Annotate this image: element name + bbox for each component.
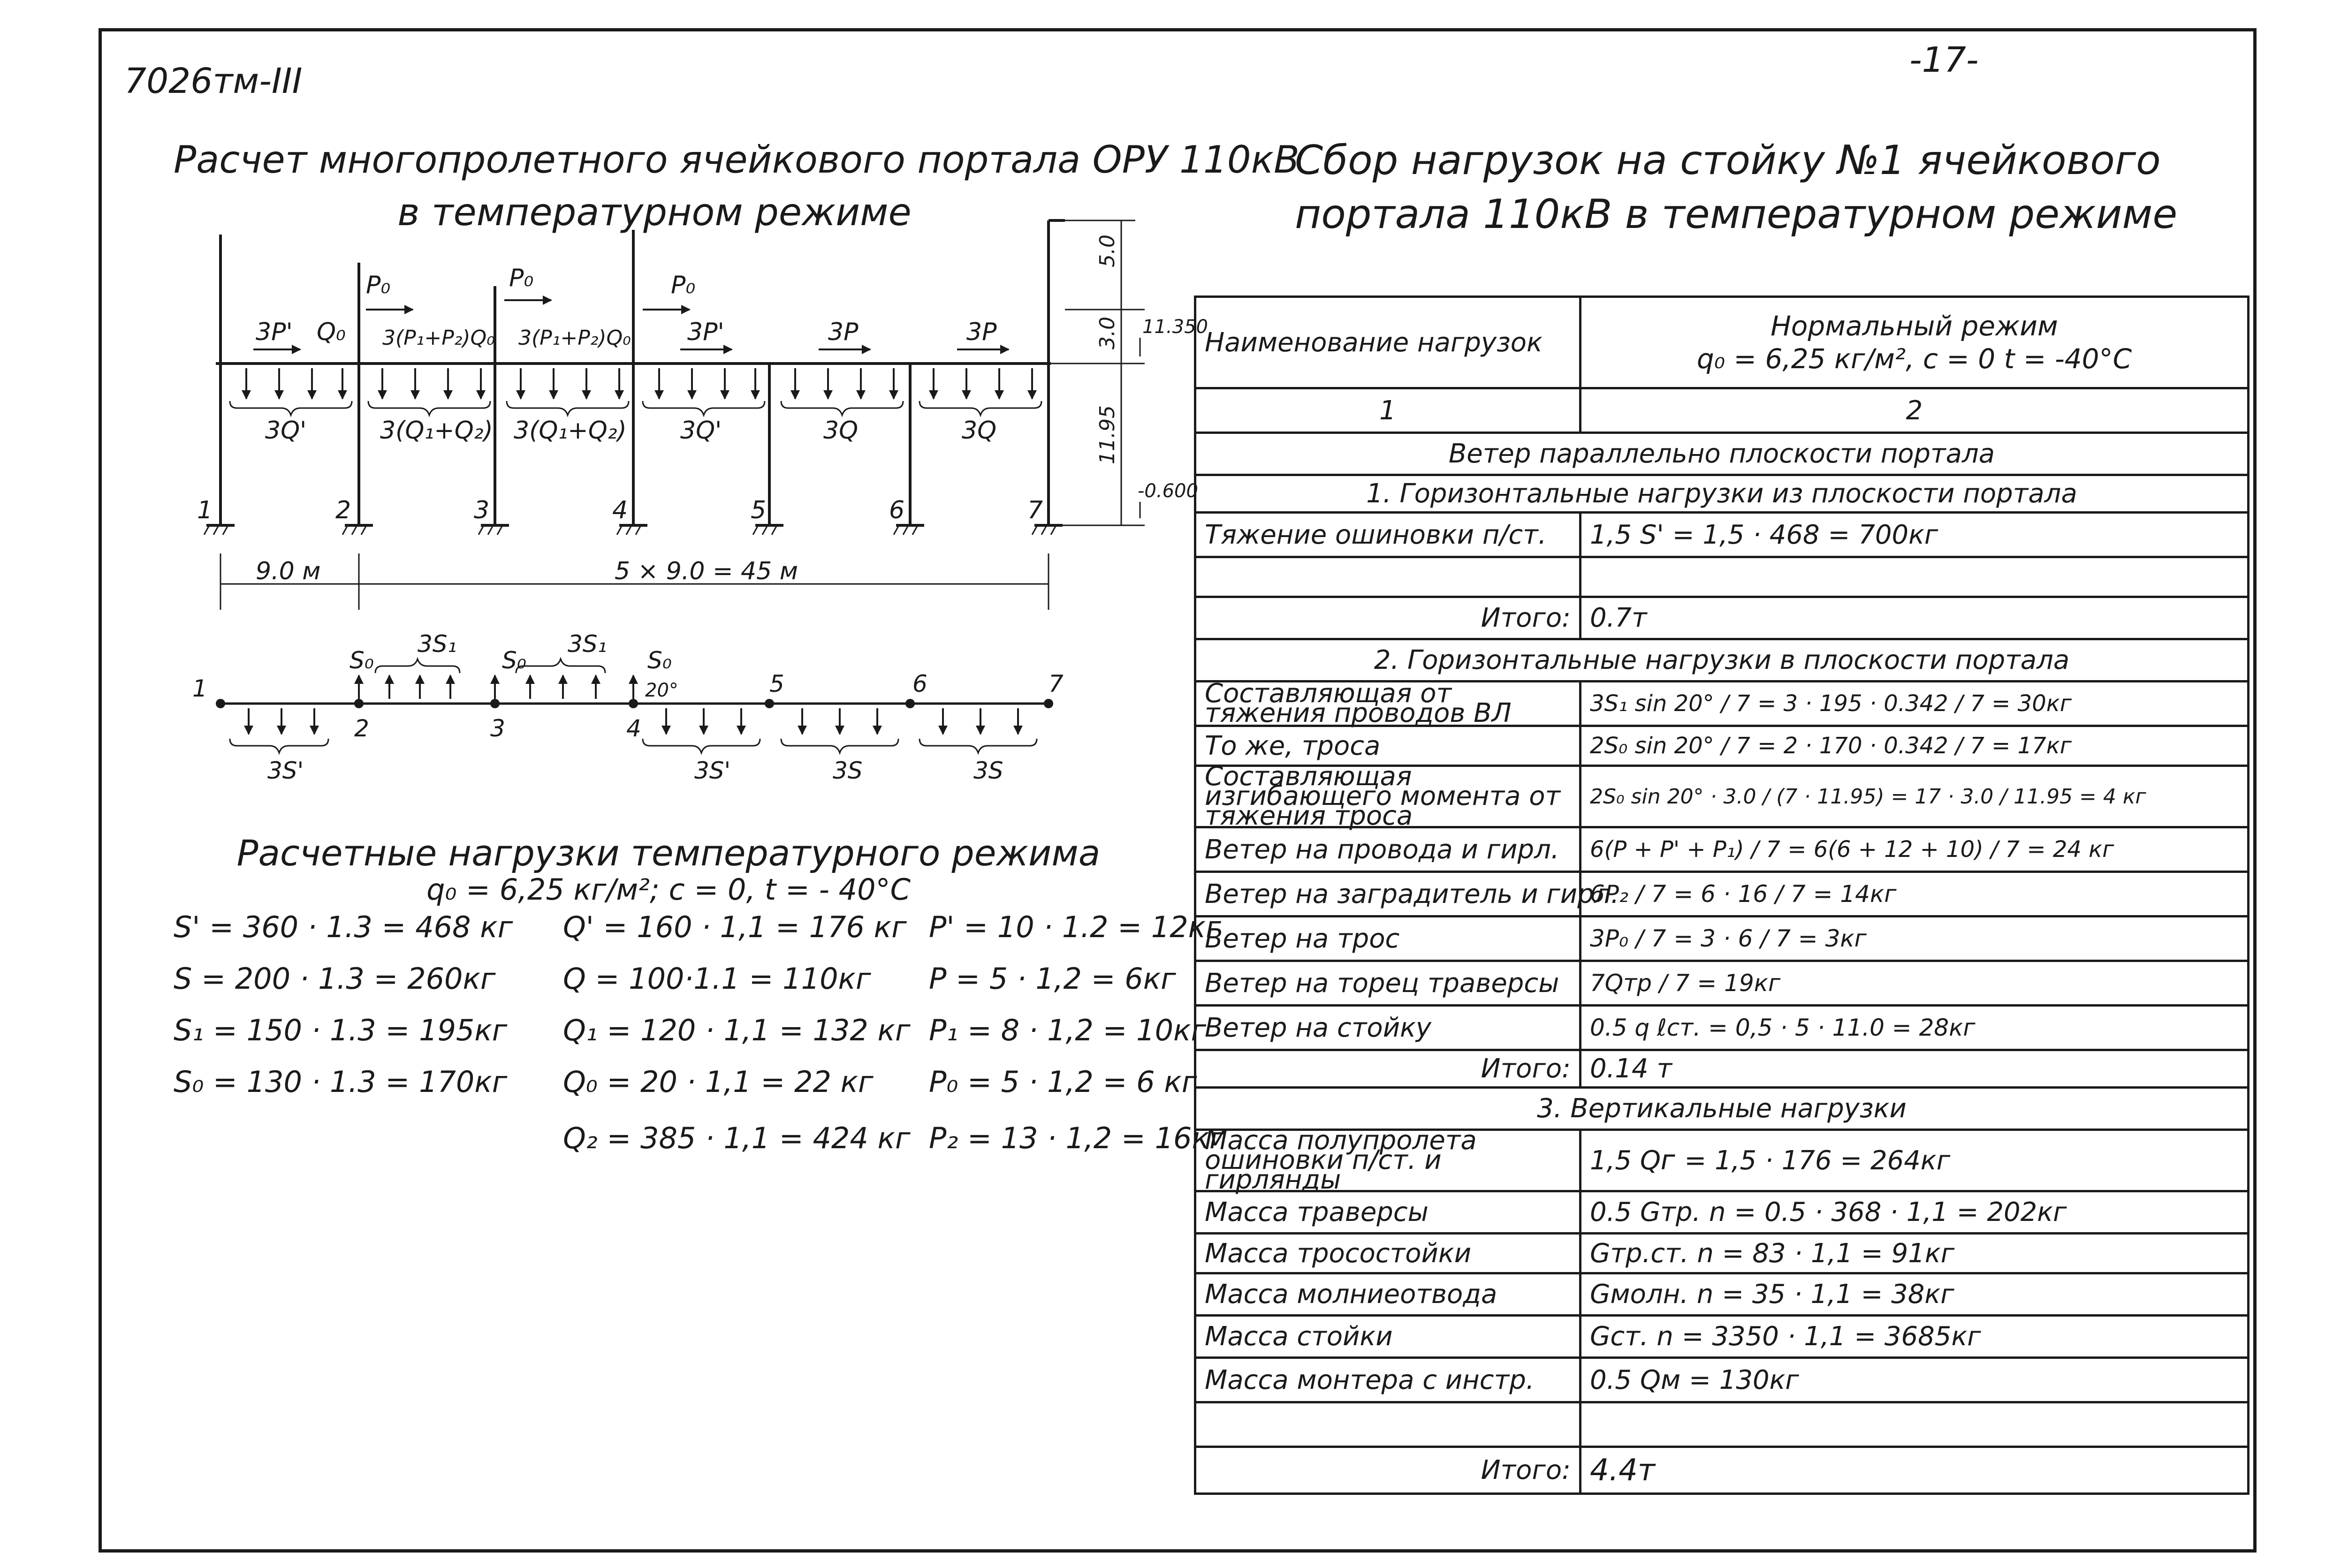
wind-title: Ветер параллельно плоскости портала <box>1195 433 2249 475</box>
row-name: Составляющая от тяжения проводов ВЛ <box>1195 682 1581 726</box>
column-numbers-row <box>1195 388 2249 433</box>
table-row <box>1195 1316 2249 1358</box>
row-name: Тяжение ошиновки п/ст. <box>1195 513 1581 557</box>
row-name: Ветер на трос <box>1195 917 1581 961</box>
plan-label-s0-c: S₀ <box>647 647 672 674</box>
empty-cell <box>1195 1402 1581 1447</box>
header-mode-cell <box>1581 297 2249 388</box>
load-p-prime: P' = 10 · 1.2 = 12кг <box>929 910 1221 944</box>
section-3-title: 3. Вертикальные нагрузки <box>1195 1088 2249 1130</box>
right-title-line-1: Сбор нагрузок на стойку №1 ячейкового <box>1295 137 2161 184</box>
row-value: 0.5 Gтр. n = 0.5 · 368 · 1,1 = 202кг <box>1581 1191 2249 1234</box>
load-label-q0: Q₀ <box>317 318 346 346</box>
load-label-q1q2-b: 3(Q₁+Q₂) <box>514 417 627 445</box>
row-name: Ветер на провода и гирл. <box>1195 827 1581 872</box>
row-value: 2S₀ sin 20° · 3.0 / (7 · 11.95) = 17 · 3.0 / 11.95 = 4 кг <box>1581 766 2249 827</box>
load-q2: Q₂ = 385 · 1,1 = 424 кг <box>563 1121 911 1155</box>
table-row <box>1195 557 2249 597</box>
table-row <box>1195 872 2249 917</box>
empty-cell <box>1581 1402 2249 1447</box>
table-row <box>1195 1191 2249 1234</box>
right-title <box>1295 134 2178 242</box>
plan-node-5: 5 <box>769 670 784 697</box>
row-name: То же, троса <box>1195 726 1581 766</box>
load-s-prime: S' = 360 · 1.3 = 468 кг <box>174 910 513 944</box>
row-value: 0.5 Qм = 130кг <box>1581 1358 2249 1402</box>
load-label-p0-a: P₀ <box>366 271 391 299</box>
left-title-line-2: в температурном режиме <box>397 190 912 234</box>
table-row <box>1195 766 2249 827</box>
row-value: 7Qтр / 7 = 19кг <box>1581 961 2249 1006</box>
column-number-1: 1 <box>1195 388 1581 433</box>
table-row <box>1195 1402 2249 1447</box>
section-2-total: 0.14 т <box>1581 1050 2249 1088</box>
row-value: 3S₁ sin 20° / 7 = 3 · 195 · 0.342 / 7 = 30кг <box>1581 682 2249 726</box>
plan-label-angle: 20° <box>645 680 678 701</box>
table-row <box>1195 1447 2249 1494</box>
load-label-3q-b: 3Q <box>962 417 997 445</box>
total-label: Итого: <box>1195 597 1581 639</box>
load-p2: P₂ = 13 · 1,2 = 16кг <box>929 1121 1225 1155</box>
load-label-p0-b: P₀ <box>509 264 534 292</box>
row-name: Масса молниеотвода <box>1195 1273 1581 1316</box>
plan-node-6: 6 <box>912 670 927 697</box>
row-name: Составляющая изгибающего момента от тяжения троса <box>1195 766 1581 827</box>
load-q0: Q₀ = 20 · 1,1 = 22 кг <box>563 1065 874 1099</box>
elevation-bottom: -0.600 <box>1138 480 1198 502</box>
load-label-p0-c: P₀ <box>671 271 696 299</box>
row-value: 0.5 q ℓст. = 0,5 · 5 · 11.0 = 28кг <box>1581 1006 2249 1050</box>
table-row <box>1195 917 2249 961</box>
plan-label-3s-prime-b: 3S' <box>694 757 731 784</box>
load-label-3p-prime-b: 3P' <box>687 318 724 346</box>
row-name: Масса траверсы <box>1195 1191 1581 1234</box>
load-q: Q = 100·1.1 = 110кг <box>563 962 871 996</box>
row-value: 3P₀ / 7 = 3 · 6 / 7 = 3кг <box>1581 917 2249 961</box>
plan-label-3s1-a: 3S₁ <box>418 630 457 658</box>
table-row <box>1195 1050 2249 1088</box>
row-name: Масса полупролета ошиновки п/ст. и гирлянды <box>1195 1130 1581 1191</box>
row-value: 1,5 Qᴦ = 1,5 · 176 = 264кг <box>1581 1130 2249 1191</box>
table-row <box>1195 475 2249 513</box>
table-row <box>1195 513 2249 557</box>
left-title-line-1: Расчет многопролетного ячейкового портала ОРУ 110кВ <box>174 138 1299 182</box>
table-row <box>1195 682 2249 726</box>
right-title-line-2: портала 110кВ в температурном режиме <box>1295 191 2178 238</box>
row-value: 2S₀ sin 20° / 7 = 2 · 170 · 0.342 / 7 = 17кг <box>1581 726 2249 766</box>
row-value: Gмолн. n = 35 · 1,1 = 38кг <box>1581 1273 2249 1316</box>
vertical-dimension-3: 3.0 <box>1095 317 1119 349</box>
row-name: Ветер на заградитель и гирл. <box>1195 872 1581 917</box>
row-name: Ветер на торец траверсы <box>1195 961 1581 1006</box>
design-loads-conditions: q₀ = 6,25 кг/м²; c = 0, t = - 40°C <box>426 872 911 907</box>
load-label-3q-a: 3Q <box>823 417 859 445</box>
load-p: P = 5 · 1,2 = 6кг <box>929 962 1176 996</box>
support-label-5: 5 <box>751 496 767 524</box>
support-label-1: 1 <box>197 496 213 524</box>
plan-label-3s-prime-a: 3S' <box>267 757 304 784</box>
table-row <box>1195 1273 2249 1316</box>
support-label-6: 6 <box>889 496 905 524</box>
plan-label-s0-b: S₀ <box>502 647 526 674</box>
plan-node-3: 3 <box>490 715 505 742</box>
dimension-9m: 9.0 м <box>256 557 321 585</box>
plan-label-s0-a: S₀ <box>350 647 374 674</box>
load-s1: S₁ = 150 · 1.3 = 195кг <box>174 1013 508 1047</box>
load-p1: P₁ = 8 · 1,2 = 10кг <box>929 1013 1207 1047</box>
load-label-q1q2-a: 3(Q₁+Q₂) <box>380 417 493 445</box>
load-s0: S₀ = 130 · 1.3 = 170кг <box>174 1065 508 1099</box>
table-row <box>1195 1234 2249 1273</box>
table-row <box>1195 1130 2249 1191</box>
table-row <box>1195 726 2249 766</box>
support-label-3: 3 <box>474 496 490 524</box>
design-loads-heading <box>164 832 1173 908</box>
plan-node-2: 2 <box>354 715 369 742</box>
total-label: Итого: <box>1195 1050 1581 1088</box>
row-value: 6(P + P' + P₁) / 7 = 6(6 + 12 + 10) / 7 = 24 кг <box>1581 827 2249 872</box>
plan-node-1: 1 <box>192 675 207 702</box>
load-label-3p-prime: 3P' <box>256 318 293 346</box>
section-1-title: 1. Горизонтальные нагрузки из плоскости портала <box>1195 475 2249 513</box>
table-row <box>1195 597 2249 639</box>
header-mode-title: Нормальный режим <box>1771 310 2058 342</box>
support-label-4: 4 <box>612 496 628 524</box>
plan-node-7: 7 <box>1049 670 1064 697</box>
row-name: Масса тросостойки <box>1195 1234 1581 1273</box>
load-label-span-2: 3(P₁+P₂)Q₀ <box>382 326 495 350</box>
row-name: Ветер на стойку <box>1195 1006 1581 1050</box>
section-2-title: 2. Горизонтальные нагрузки в плоскости портала <box>1195 639 2249 682</box>
empty-cell <box>1581 557 2249 597</box>
elevation-top: 11.350 <box>1142 316 1208 338</box>
load-label-span-3: 3(P₁+P₂)Q₀ <box>518 326 631 350</box>
load-q1: Q₁ = 120 · 1,1 = 132 кг <box>563 1013 911 1047</box>
load-q-prime: Q' = 160 · 1,1 = 176 кг <box>563 910 907 944</box>
document-code: 7026тм-III <box>124 61 303 101</box>
vertical-dimension-11-95: 11.95 <box>1095 405 1119 464</box>
row-name: Масса стойки <box>1195 1316 1581 1358</box>
load-s: S = 200 · 1.3 = 260кг <box>174 962 496 996</box>
table-row <box>1195 961 2249 1006</box>
load-label-3q-prime: 3Q' <box>265 417 307 445</box>
table-row <box>1195 433 2249 475</box>
support-label-2: 2 <box>335 496 351 524</box>
page-number: -17- <box>1909 40 1979 80</box>
row-value: Gст. n = 3350 · 1,1 = 3685кг <box>1581 1316 2249 1358</box>
empty-cell <box>1195 557 1581 597</box>
header-mode-conditions: q₀ = 6,25 кг/м², c = 0 t = -40°C <box>1696 343 2132 375</box>
total-label: Итого: <box>1195 1447 1581 1494</box>
vertical-dimension-5: 5.0 <box>1095 235 1119 267</box>
table-row <box>1195 1088 2249 1130</box>
table-row <box>1195 1006 2249 1050</box>
table-header-row <box>1195 297 2249 388</box>
section-1-total: 0.7т <box>1581 597 2249 639</box>
table-row <box>1195 827 2249 872</box>
support-label-7: 7 <box>1027 496 1043 524</box>
plan-label-3s1-b: 3S₁ <box>568 630 607 658</box>
dimension-45m: 5 × 9.0 = 45 м <box>615 557 798 585</box>
row-name: Масса монтера с инстр. <box>1195 1358 1581 1402</box>
row-value: Gтр.ст. n = 83 · 1,1 = 91кг <box>1581 1234 2249 1273</box>
load-p0: P₀ = 5 · 1,2 = 6 кг <box>929 1065 1197 1099</box>
section-3-total: 4.4т <box>1581 1447 2249 1494</box>
plan-node-4: 4 <box>626 715 641 742</box>
row-value: 1,5 S' = 1,5 · 468 = 700кг <box>1581 513 2249 557</box>
load-label-3p-a: 3P <box>828 318 859 346</box>
row-value: 6P₂ / 7 = 6 · 16 / 7 = 14кг <box>1581 872 2249 917</box>
design-loads-title: Расчетные нагрузки температурного режима <box>236 832 1101 874</box>
plan-label-3s-b: 3S <box>973 757 1003 784</box>
column-number-2: 2 <box>1581 388 2249 433</box>
load-label-3p-b: 3P <box>966 318 997 346</box>
plan-label-3s-a: 3S <box>833 757 863 784</box>
loads-table <box>1194 295 2249 1495</box>
header-name-cell: Наименование нагрузок <box>1195 297 1581 388</box>
load-label-3q-prime-b: 3Q' <box>680 417 722 445</box>
table-row <box>1195 639 2249 682</box>
table-row <box>1195 1358 2249 1402</box>
